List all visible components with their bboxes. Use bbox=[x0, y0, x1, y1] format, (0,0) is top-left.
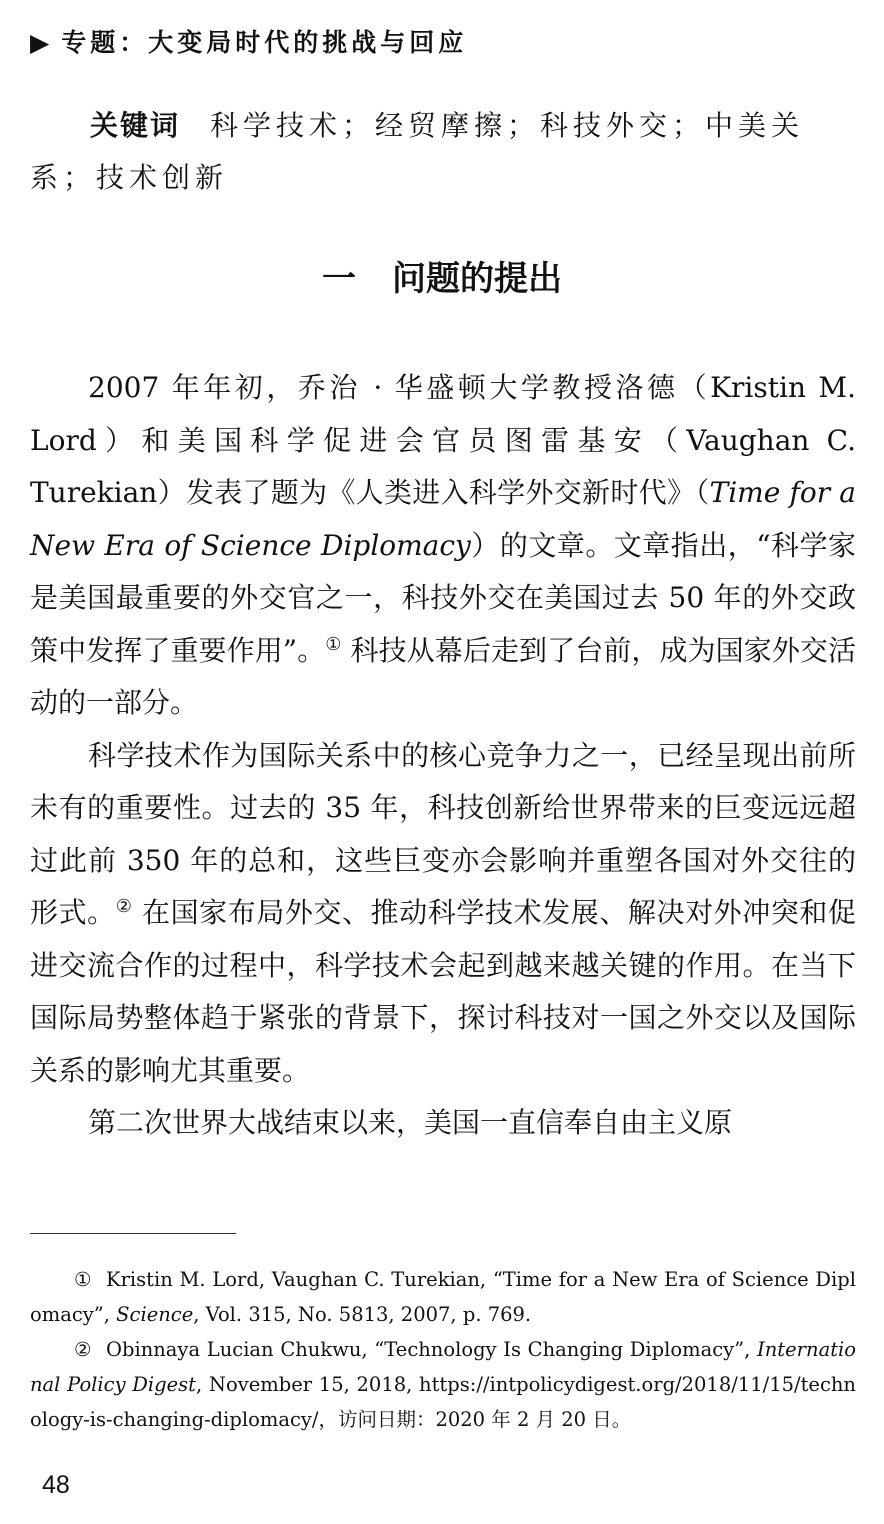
page-number: 48 bbox=[42, 1471, 70, 1499]
footnote-2-journal: International Policy Digest bbox=[30, 1338, 857, 1396]
footnote-1-mark: ① bbox=[74, 1268, 92, 1291]
section-number: 一 bbox=[322, 259, 356, 299]
paragraph-1-end: 科技从幕后走到了台前，成为国家外交活动的一部分。 bbox=[30, 633, 856, 719]
footnote-2 bbox=[30, 1332, 856, 1437]
footnote-2-mark: ② bbox=[74, 1338, 92, 1361]
running-header-title: 专题：大变局时代的挑战与回应 bbox=[61, 28, 468, 57]
footnote-ref-2[interactable]: ② bbox=[115, 896, 133, 917]
paragraph-2 bbox=[30, 730, 856, 1098]
section-heading bbox=[0, 254, 884, 304]
keywords-list: 科学技术；经贸摩擦；科技外交；中美关系；技术创新 bbox=[30, 109, 805, 194]
footnote-2-text: Obinnaya Lucian Chukwu, “Technology Is Changing Diplomacy”, bbox=[105, 1338, 758, 1361]
body-text bbox=[30, 362, 856, 1150]
footnote-1 bbox=[30, 1262, 856, 1332]
footnote-1-text: Kristin M. Lord, Vaughan C. Turekian, “Time for a New Era of Science Diplomacy”, bbox=[30, 1268, 857, 1326]
running-header bbox=[30, 26, 467, 60]
paragraph-3: 第二次世界大战结束以来，美国一直信奉自由主义原 bbox=[88, 1106, 733, 1139]
keywords-block bbox=[30, 100, 856, 204]
footnote-ref-1[interactable]: ① bbox=[325, 633, 342, 655]
footnote-divider bbox=[30, 1233, 236, 1234]
section-title: 问题的提出 bbox=[392, 259, 562, 299]
paragraph-1-text: 2007 年年初，乔治 · 华盛顿大学教授洛德（Kristin M. Lord）和美国科学促进会官员图雷基安（Vaughan C. Turekian）发表了题为《人类进入科学外交新时代》（ bbox=[30, 371, 856, 509]
triangle-marker-icon: ▶ bbox=[30, 28, 54, 57]
paragraph-1-quote: ）的文章。文章指出，“科学家是美国最重要的外交官之一，科技外交在美国过去 50 年的外交政策中发挥了重要作用”。 bbox=[30, 528, 857, 667]
footnotes bbox=[30, 1262, 856, 1437]
paragraph-2-text: 科学技术作为国际关系中的核心竞争力之一，已经呈现出前所未有的重要性。过去的 35 年，科技创新给世界带来的巨变远远超过此前 350 年的总和，这些巨变亦会影响并重塑各国对外交往的形式。 bbox=[30, 738, 856, 929]
paragraph-1 bbox=[30, 362, 856, 730]
paragraph-2-end: 在国家布局外交、推动科学技术发展、解决对外冲突和促进交流合作的过程中，科学技术会起到越来越关键的作用。在当下国际局势整体趋于紧张的背景下，探讨科技对一国之外交以及国际关系的影响尤其重要。 bbox=[30, 896, 857, 1087]
footnote-1-journal: Science bbox=[116, 1303, 194, 1326]
footnote-2-details[interactable]: , November 15, 2018, https://intpolicydigest.org/2018/11/15/technology-is-changing-diplomacy/，访问日期：2020 年 2 月 20 日。 bbox=[30, 1373, 856, 1431]
footnote-1-details: , Vol. 315, No. 5813, 2007, p. 769. bbox=[193, 1303, 532, 1326]
keywords-label: 关键词 bbox=[90, 109, 181, 142]
article-title-italic: Time for a New Era of Science Diplomacy bbox=[30, 476, 856, 562]
